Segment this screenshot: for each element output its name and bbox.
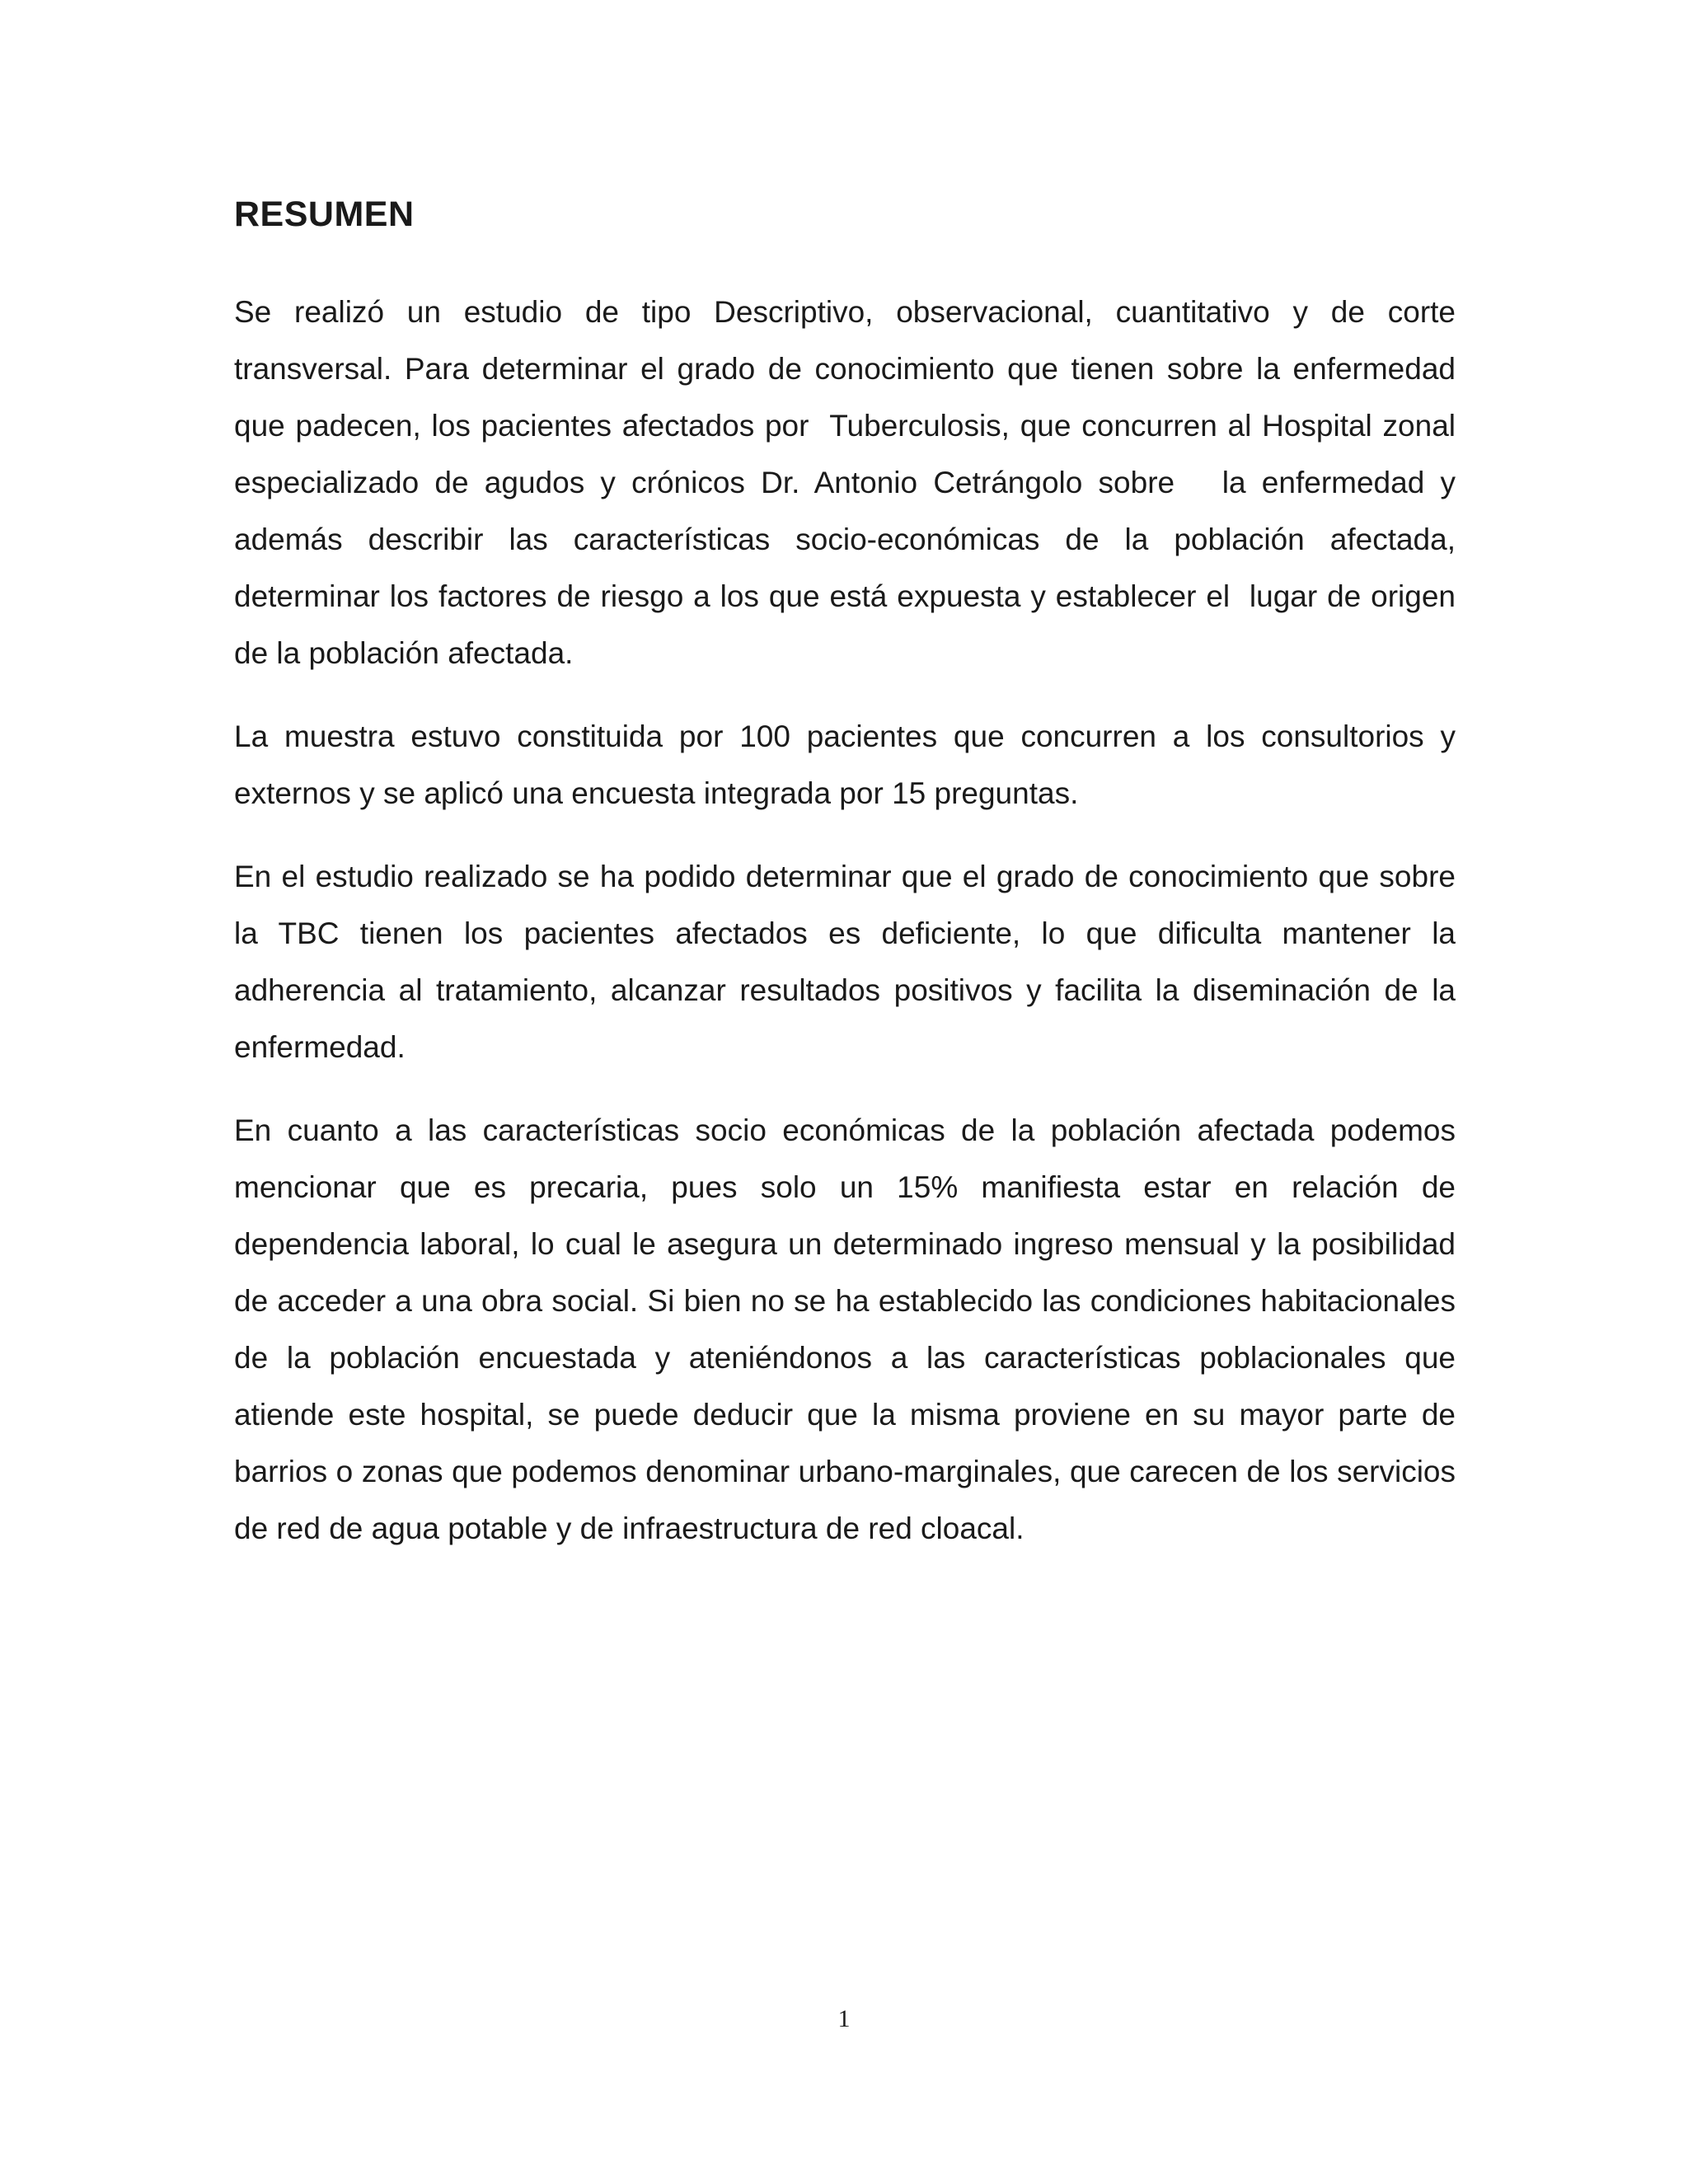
paragraph-socioeconomic-findings: En cuanto a las características socio económicas de la población afectada podemos mencionar que es precaria, pues solo un 15% manifiesta estar en relación de dependencia laboral, lo cual le asegura un determinado ingreso mensual y la posibilidad de acceder a una obra social. Si bien no se ha establecido las condiciones habitacionales de la población encuestada y ateniéndonos a las características poblacionales que atiende este hospital, se puede deducir que la misma proviene en su mayor parte de barrios o zonas que podemos denominar urbano-marginales, que carecen de los servicios de red de agua potable y de infraestructura de red cloacal.	[234, 1113, 1465, 1545]
paragraph-sample: La muestra estuvo constituida por 100 pacientes que concurren a los consultorios y externos y se aplicó una encuesta integrada por 15 preguntas.	[234, 719, 1465, 810]
paragraph-study-description: Se realizó un estudio de tipo Descriptivo, observacional, cuantitativo y de corte transversal. Para determinar el grado de conocimiento que tienen sobre la enfermedad que padecen, los pacientes afectados por Tuberculosis, que concurren al Hospital zonal especializado de agudos y crónicos Dr. Antonio Cetrángolo sobre la enfermedad y además describir las características socio-económicas de la población afectada, determinar los factores de riesgo a los que está expuesta y establecer el lugar de origen de la población afectada.	[234, 295, 1465, 670]
document-body	[234, 190, 1465, 1583]
paragraph-knowledge-findings: En el estudio realizado se ha podido determinar que el grado de conocimiento que sobre la TBC tienen los pacientes afectados es deficiente, lo que dificulta mantener la adherencia al tratamiento, alcanzar resultados positivos y facilita la diseminación de la enfermedad.	[234, 860, 1465, 1064]
page-number: 1	[837, 2005, 851, 2032]
section-title: RESUMEN	[234, 194, 415, 234]
